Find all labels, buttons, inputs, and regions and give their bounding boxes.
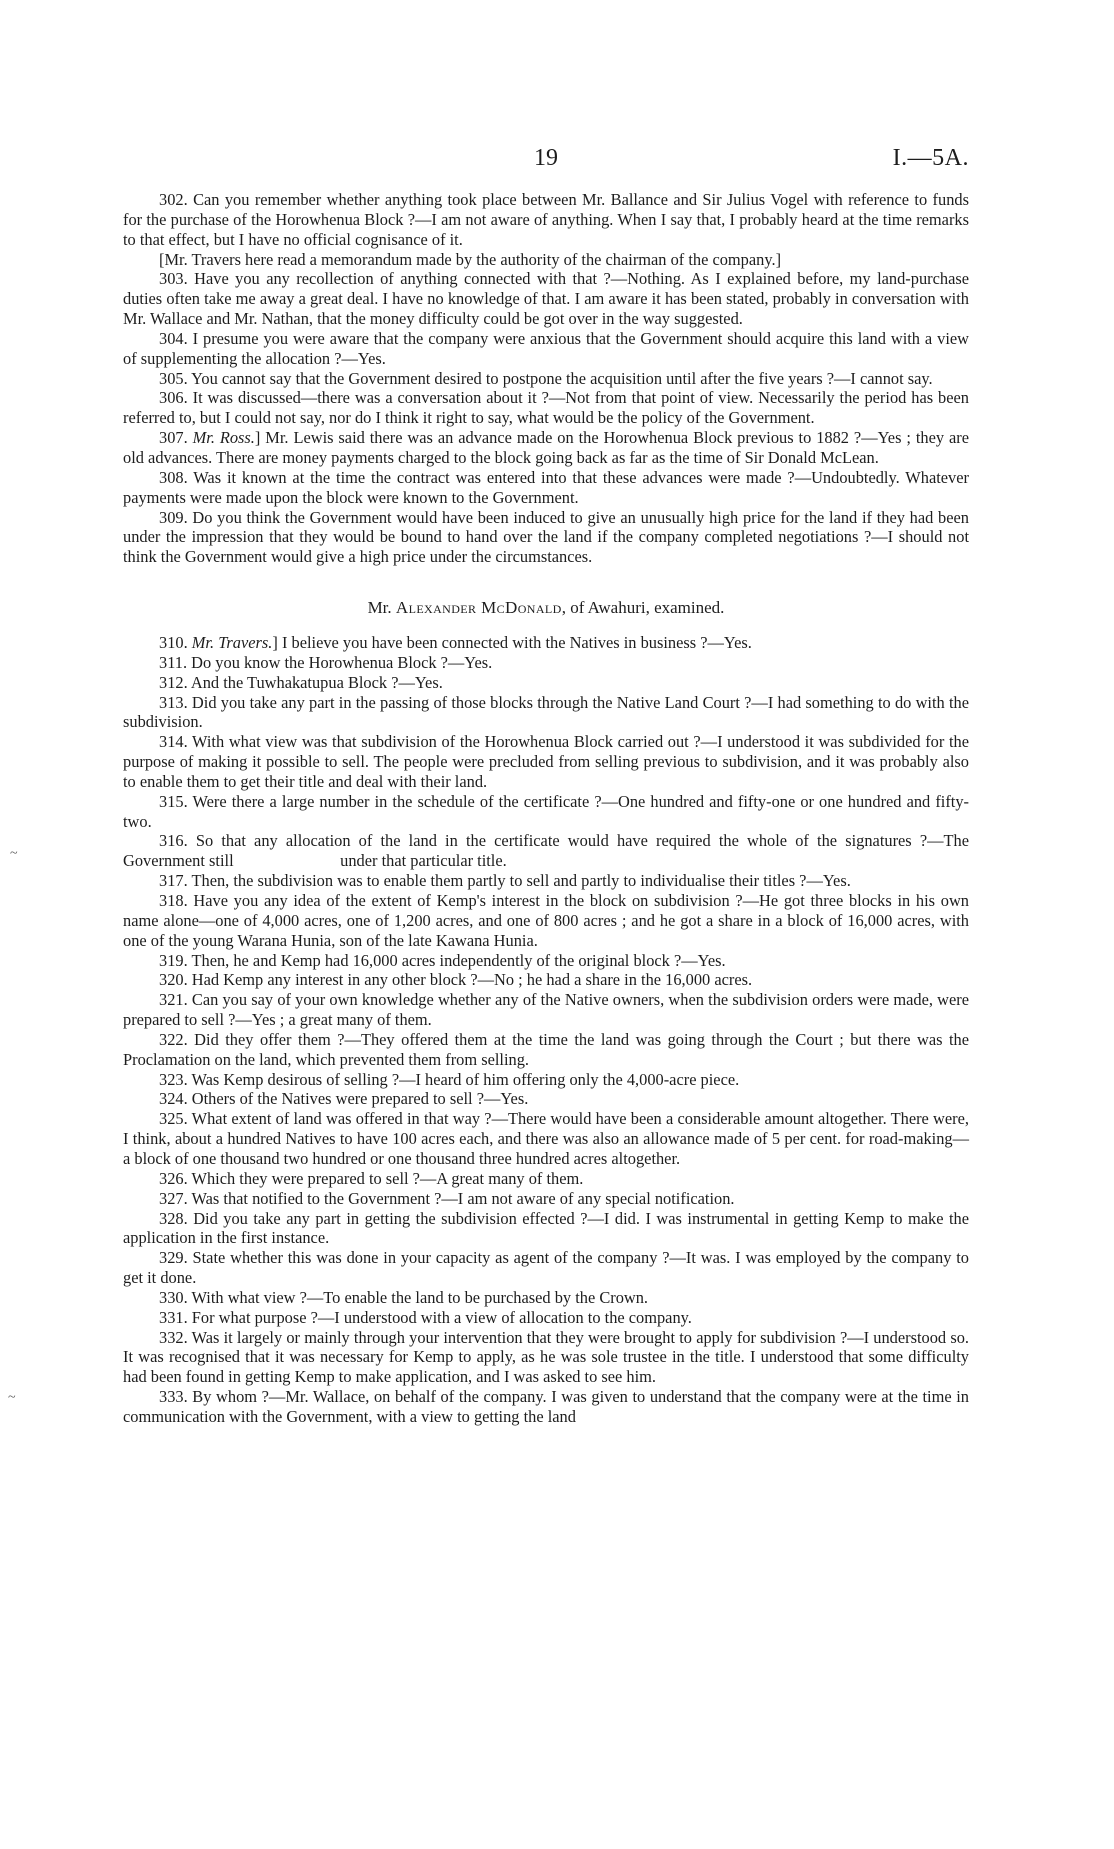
question-paragraph: 308. Was it known at the time the contract was entered into that these advances were made ?—Undoubtedly. Whatever payments were made upon the block were known to the Government. [123, 467, 969, 507]
question-paragraph: 303. Have you any recollection of anything connected with that ?—Nothing. As I explained before, my land-purchase duties often take me away a great deal. I have no knowledge of that. I am aware it has been stated, probably in conversation with Mr. Wallace and Mr. Nathan, that the money difficulty could be got over in the way suggested. [123, 269, 969, 329]
question-paragraph: 317. Then, the subdivision was to enable them partly to sell and partly to individualise their titles ?—Yes. [159, 871, 851, 891]
question-paragraph: 322. Did they offer them ?—They offered them at the time the land was going through the Court ; but there was the Proclamation on the land, which prevented them from selling. [123, 1029, 969, 1069]
margin-mark: ~ [8, 1390, 16, 1405]
question-paragraph: 311. Do you know the Horowhenua Block ?—Yes. [159, 652, 493, 672]
witness-name: Alexander McDonald [395, 598, 562, 618]
question-paragraph: 312. And the Tuwhakatupua Block ?—Yes. [159, 672, 443, 692]
editorial-note: [Mr. Travers here read a memorandum made by the authority of the chairman of the company.] [159, 249, 782, 269]
question-paragraph: 328. Did you take any part in getting the subdivision effected ?—I did. I was instrumental in getting Kemp to make the application in the first instance. [123, 1208, 969, 1248]
question-text: ] I believe you have been connected with the Natives in business ?—Yes. [272, 633, 752, 653]
question-paragraph: 324. Others of the Natives were prepared to sell ?—Yes. [159, 1089, 529, 1109]
question-paragraph: 323. Was Kemp desirous of selling ?—I heard of him offering only the 4,000-acre piece. [159, 1069, 740, 1089]
heading-suffix: , of Awahuri, examined. [561, 598, 725, 618]
question-paragraph: 318. Have you any idea of the extent of Kemp's interest in the block on subdivision ?—He got three blocks in his own name alone—one of 4,000 acres, one of 1,200 acres, and one of 800 acres ; and he got a share in a block of 16,000 acres, with one of the young Warana Hunia, son of the late Kawana Hunia. [123, 891, 969, 950]
question-paragraph [123, 633, 969, 653]
question-paragraph: 333. By whom ?—Mr. Wallace, on behalf of the company. I was given to understand that the company were at the time in communication with the Government, with a view to getting the land [123, 1387, 969, 1426]
speaker-name: Mr. Travers. [191, 633, 273, 653]
question-number: 310. [159, 633, 192, 653]
margin-mark: ~ [10, 846, 18, 861]
page-number: 19 [534, 145, 558, 171]
question-paragraph: 304. I presume you were aware that the company were anxious that the Government should acquire this land with a view of supplementing the allocation ?—Yes. [123, 328, 969, 368]
question-paragraph: 313. Did you take any part in the passing of those blocks through the Native Land Court ?—I had something to do with the subdivision. [123, 692, 969, 732]
heading-prefix: Mr. [367, 598, 396, 618]
page-header [123, 143, 969, 173]
question-paragraph: 329. State whether this was done in your capacity as agent of the company ?—It was. I was employed by the company to get it done. [123, 1248, 969, 1288]
speaker-name: Mr. Ross. [192, 428, 255, 448]
question-paragraph: 331. For what purpose ?—I understood with a view of allocation to the company. [159, 1307, 692, 1327]
question-paragraph: 314. With what view was that subdivision of the Horowhenua Block carried out ?—I understood it was subdivided for the purpose of making it possible to sell. The people were precluded from selling previous to subdivision, and it was probably also to enable them to get their title and deal with their land. [123, 732, 969, 791]
question-paragraph: 332. Was it largely or mainly through your intervention that they were brought to apply for subdivision ?—I understood so. It was recognised that it was necessary for Kemp to apply, as he was sole trustee in the title. I understood that some difficulty had been found in getting Kemp to make application, and I was asked to see him. [123, 1327, 969, 1387]
question-paragraph: 309. Do you think the Government would have been induced to give an unusually high price for the land if they had been under the impression that they would be bound to hand over the land if the company completed negotiations ?—I should not think the Government would give a high price under the circumstances. [123, 507, 969, 567]
question-paragraph: 325. What extent of land was offered in that way ?—There would have been a considerable amount altogether. There were, I think, about a hundred Natives to have 100 acres each, and there was also an allowance made of 5 per cent. for road-making—a block of one thousand two hundred or one thousand three hundred acres altogether. [123, 1109, 969, 1168]
question-paragraph: 319. Then, he and Kemp had 16,000 acres independently of the original block ?—Yes. [159, 950, 726, 970]
question-paragraph: 305. You cannot say that the Government desired to postpone the acquisition until after the five years ?—I cannot say. [159, 368, 933, 388]
question-paragraph: 302. Can you remember whether anything took place between Mr. Ballance and Sir Julius Vogel with reference to funds for the purchase of the Horowhenua Block ?—I am not aware of anything. When I say that, I probably heard at the time remarks to that effect, but I have no official cognisance of it. [123, 190, 969, 249]
question-paragraph: 321. Can you say of your own knowledge whether any of the Native owners, when the subdivision orders were made, were prepared to sell ?—Yes ; a great many of them. [123, 990, 969, 1030]
question-paragraph: 327. Was that notified to the Government ?—I am not aware of any special notification. [159, 1188, 735, 1208]
witness-heading [123, 598, 969, 618]
question-paragraph: 307. Mr. Ross.] Mr. Lewis said there was an advance made on the Horowhenua Block previous to 1882 ?—Yes ; they are old advances. There are money payments charged to the block going back as far as the time of Sir Donald McLean. [123, 428, 969, 467]
question-text: ] Mr. Lewis said there was an advance made on the Horowhenua Block previous to 1882 ?—Yes ; they are old advances. There are money payments charged to the block going back as far as the time of Sir Donald McLean. [123, 428, 969, 467]
question-paragraph: 330. With what view ?—To enable the land to be purchased by the Crown. [159, 1287, 649, 1307]
document-reference: I.—5A. [892, 145, 969, 171]
question-paragraph: 306. It was discussed—there was a conversation about it ?—Not from that point of view. Necessarily the period has been referred to, but I could not say, nor do I think it right to say, what would be the policy of the Government. [123, 388, 969, 428]
question-paragraph: 315. Were there a large number in the schedule of the certificate ?—One hundred and fifty-one or one hundred and fifty-two. [123, 791, 969, 831]
question-paragraph: 326. Which they were prepared to sell ?—A great many of them. [159, 1168, 584, 1188]
question-paragraph: 320. Had Kemp any interest in any other block ?—No ; he had a share in the 16,000 acres. [159, 970, 753, 990]
question-paragraph: 316. So that any allocation of the land in the certificate would have required the whole of the signatures ?—The Government still under that particular title. [123, 831, 974, 871]
document-body [123, 190, 974, 1427]
